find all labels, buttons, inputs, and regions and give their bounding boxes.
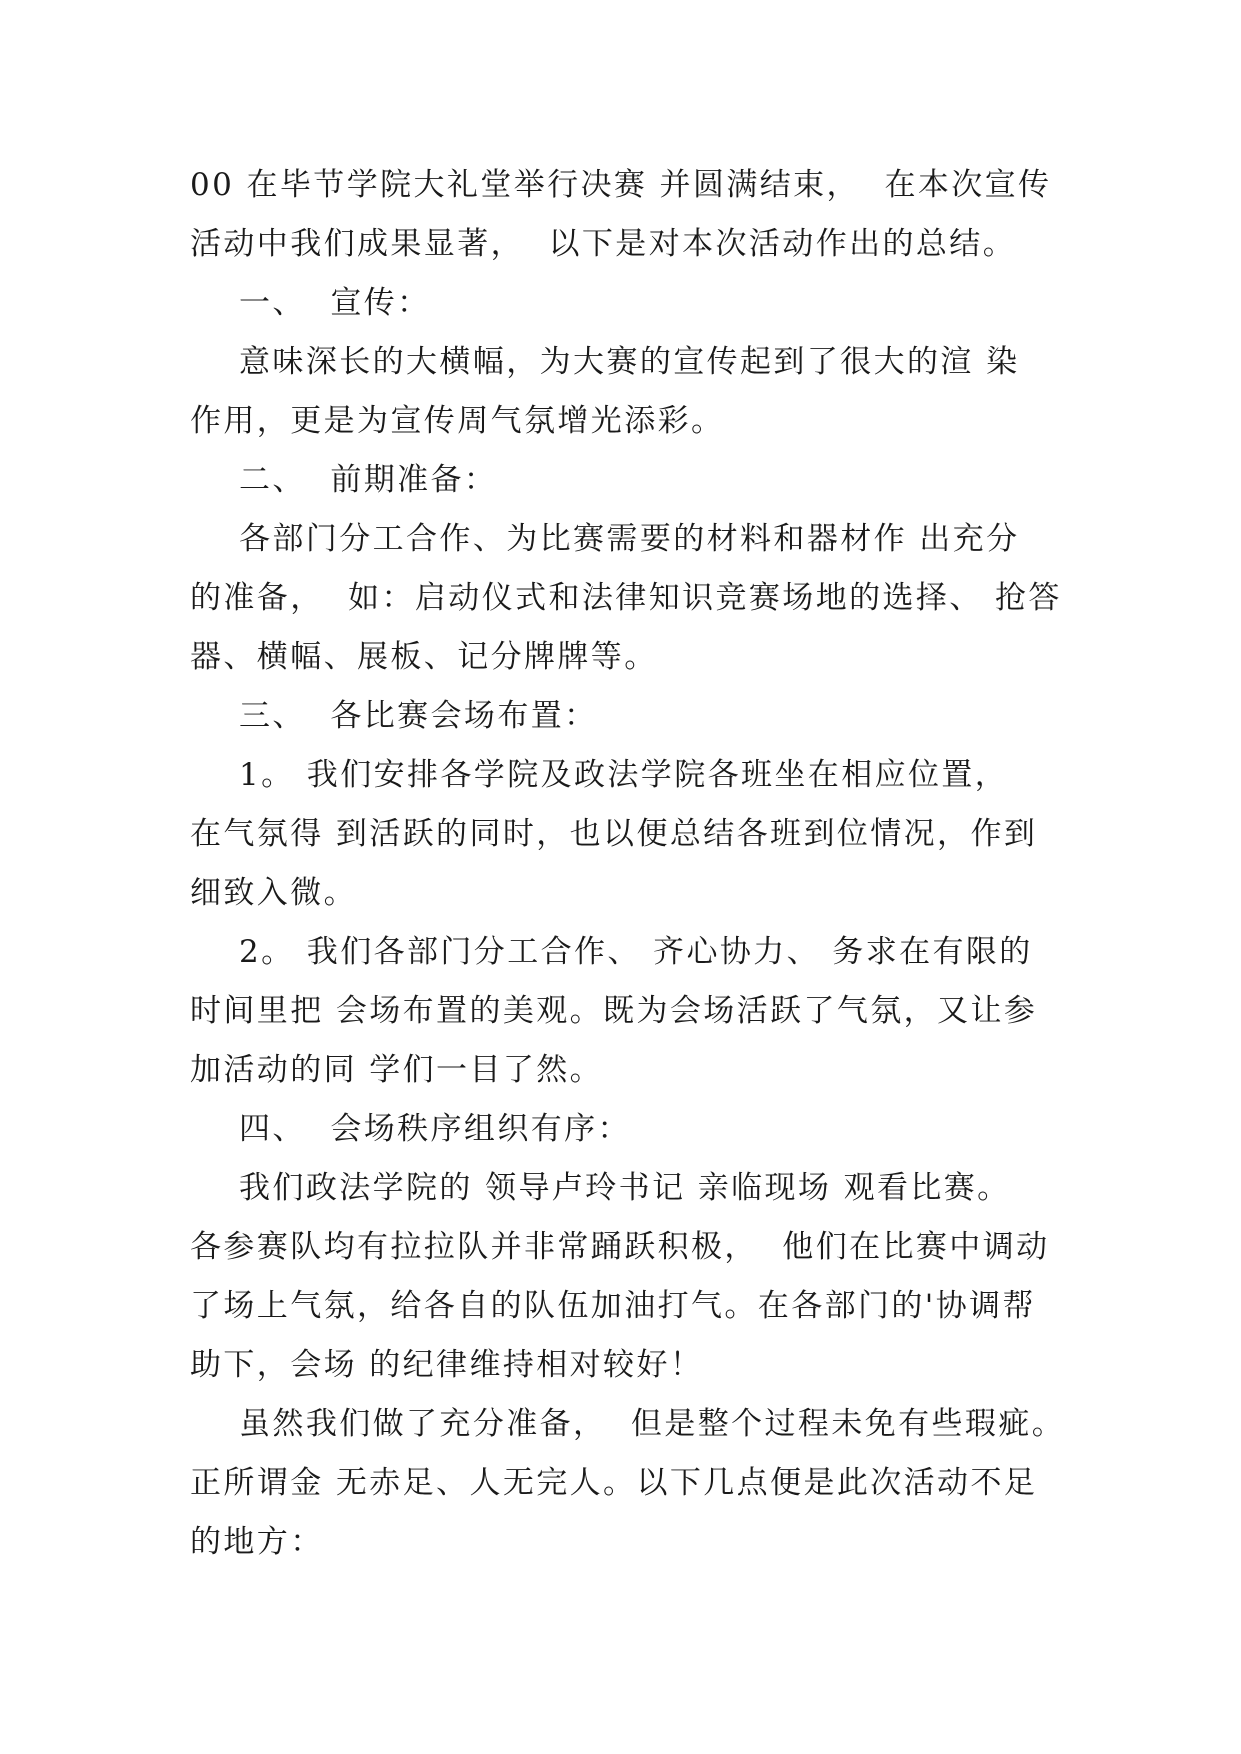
text-line: 器、横幅、展板、记分牌牌等。 — [190, 639, 658, 675]
text-line: 各参赛队均有拉拉队并非常踊跃积极， 他们在比赛中调动 — [190, 1229, 1050, 1265]
text-line: 了场上气氛，给各自的队伍加油打气。在各部门的'协调帮 — [190, 1288, 1036, 1324]
text-line: 在气氛得 到活跃的同时，也以便总结各班到位情况，作到 — [190, 816, 1038, 852]
text-line: 助下，会场 的纪律维持相对较好！ — [190, 1347, 704, 1383]
text-line: 活动中我们成果显著， 以下是对本次活动作出的总结。 — [190, 226, 1017, 262]
section-heading: 一、 宣传： — [190, 285, 431, 321]
text-line: 时间里把 会场布置的美观。既为会场活跃了气氛，又让参 — [190, 993, 1038, 1029]
text-line: 我们政法学院的 领导卢玲书记 亲临现场 观看比赛。 — [190, 1170, 1011, 1206]
text-line: 正所谓金 无赤足、人无完人。以下几点便是此次活动不足 — [190, 1465, 1038, 1501]
text-line: 的地方： — [190, 1524, 324, 1560]
text-line: 的准备， 如：启动仪式和法律知识竞赛场地的选择、 抢答 — [190, 580, 1062, 616]
text-line: 2。 我们各部门分工合作、 齐心协力、 务求在有限的 — [190, 934, 1033, 970]
text-line: 作用，更是为宣传周气氛增光添彩。 — [190, 403, 725, 439]
text-line: 虽然我们做了充分准备， 但是整个过程未免有些瑕疵。 — [190, 1406, 1066, 1442]
text-line: 加活动的同 学们一目了然。 — [190, 1052, 604, 1088]
section-heading: 四、 会场秩序组织有序： — [190, 1111, 631, 1147]
text-line: 意味深长的大横幅，为大赛的宣传起到了很大的渲 染 — [190, 344, 1020, 380]
text-line: 细致入微。 — [190, 875, 357, 911]
section-heading: 二、 前期准备： — [190, 462, 498, 498]
text-line: 00 在毕节学院大礼堂举行决赛 并圆满结束， 在本次宣传 — [190, 167, 1052, 203]
text-line: 各部门分工合作、为比赛需要的材料和器材作 出充分 — [190, 521, 1020, 557]
section-heading: 三、 各比赛会场布置： — [190, 698, 598, 734]
text-line: 1。 我们安排各学院及政法学院各班坐在相应位置， — [190, 757, 1009, 793]
